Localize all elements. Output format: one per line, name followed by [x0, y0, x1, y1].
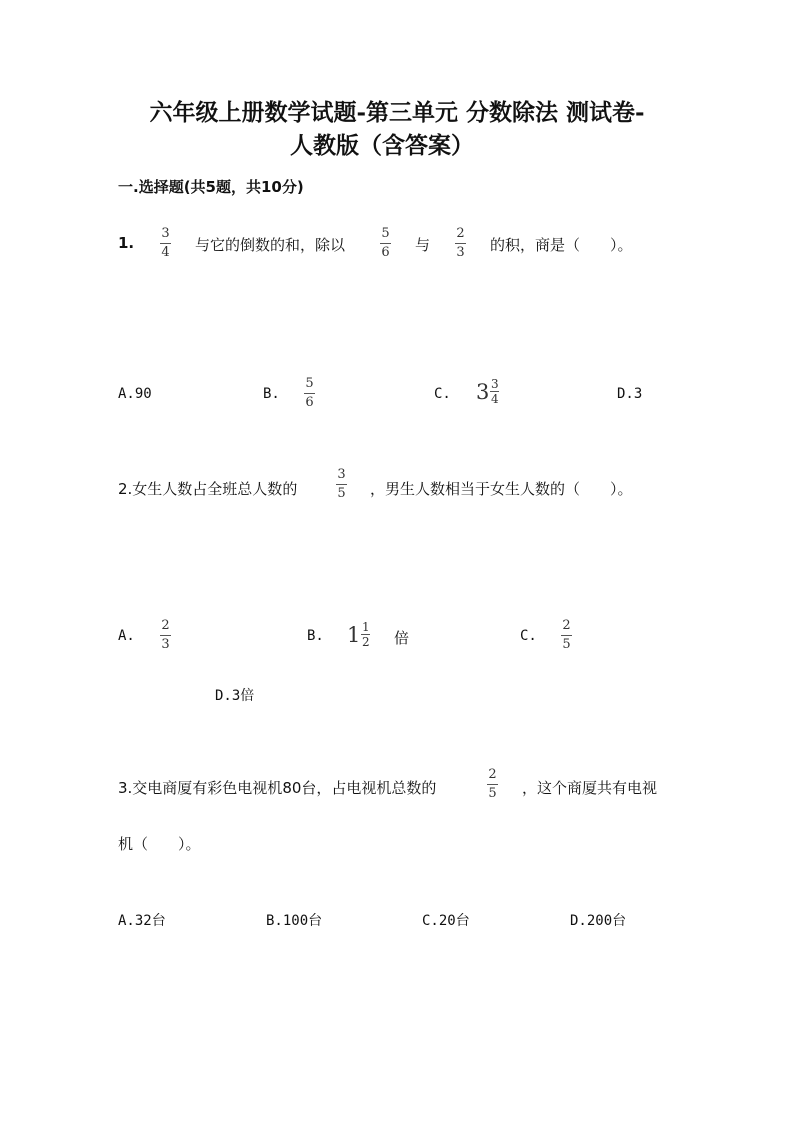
option-a-fraction: [160, 619, 171, 652]
fraction: [490, 378, 499, 405]
denominator: 5: [562, 637, 571, 652]
question-text: 3.交电商厦有彩色电视机80台，占电视机总数的: [118, 779, 437, 797]
option-b-label[interactable]: B.: [307, 628, 324, 644]
option-b-mixed-number: [347, 621, 370, 648]
option-b-label[interactable]: B.: [263, 386, 280, 402]
fraction: [487, 768, 498, 801]
option-b-suffix: 倍: [394, 629, 410, 647]
denominator: 3: [456, 245, 465, 260]
option-d[interactable]: D.3倍: [215, 688, 255, 704]
option-a-label[interactable]: A.: [118, 628, 135, 644]
option-c-label[interactable]: C.: [520, 628, 537, 644]
option-c[interactable]: C.20台: [422, 913, 470, 929]
denominator: 2: [362, 635, 370, 649]
whole-part: 1: [347, 622, 361, 647]
numerator: 2: [161, 618, 170, 633]
numerator: 1: [362, 620, 370, 634]
denominator: 6: [305, 395, 314, 410]
fraction: [361, 621, 370, 648]
whole-part: 3: [476, 379, 490, 404]
fraction: [380, 227, 391, 260]
option-a[interactable]: A.32台: [118, 913, 166, 929]
denominator: 3: [161, 637, 170, 652]
denominator: 5: [337, 486, 346, 501]
fraction: [455, 227, 466, 260]
denominator: 5: [488, 786, 497, 801]
question-text: 机（ ）。: [118, 835, 201, 853]
option-c-label[interactable]: C.: [434, 386, 451, 402]
question-number: 1.: [118, 234, 135, 252]
numerator: 2: [488, 767, 497, 782]
option-d[interactable]: D.200台: [570, 913, 627, 929]
option-d[interactable]: D.3: [617, 386, 643, 402]
numerator: 5: [305, 376, 314, 391]
question-text: 与: [415, 236, 431, 254]
option-c-fraction: [561, 619, 572, 652]
option-a[interactable]: A.90: [118, 386, 152, 402]
numerator: 3: [161, 226, 170, 241]
fraction: [160, 227, 171, 260]
question-text: 的积，商是（ ）。: [490, 236, 633, 254]
section-heading: 一.选择题(共5题，共10分): [118, 178, 304, 196]
page-title-line1: 六年级上册数学试题-第三单元 分数除法 测试卷-: [149, 99, 645, 126]
denominator: 6: [381, 245, 390, 260]
question-text: ，这个商厦共有电视: [522, 779, 658, 797]
denominator: 4: [491, 392, 499, 406]
fraction: [336, 468, 347, 501]
numerator: 2: [456, 226, 465, 241]
option-b-fraction: [304, 377, 315, 410]
option-b[interactable]: B.100台: [266, 913, 323, 929]
numerator: 3: [337, 467, 346, 482]
question-text: 2.女生人数占全班总人数的: [118, 480, 298, 498]
question-text: ，男生人数相当于女生人数的（ ）。: [370, 480, 633, 498]
denominator: 4: [161, 245, 170, 260]
numerator: 3: [491, 377, 499, 391]
question-text: 与它的倒数的和，除以: [195, 236, 346, 254]
page-title-line2: 人教版（含答案）: [290, 132, 474, 159]
numerator: 2: [562, 618, 571, 633]
option-c-mixed-number: [476, 378, 499, 405]
numerator: 5: [381, 226, 390, 241]
